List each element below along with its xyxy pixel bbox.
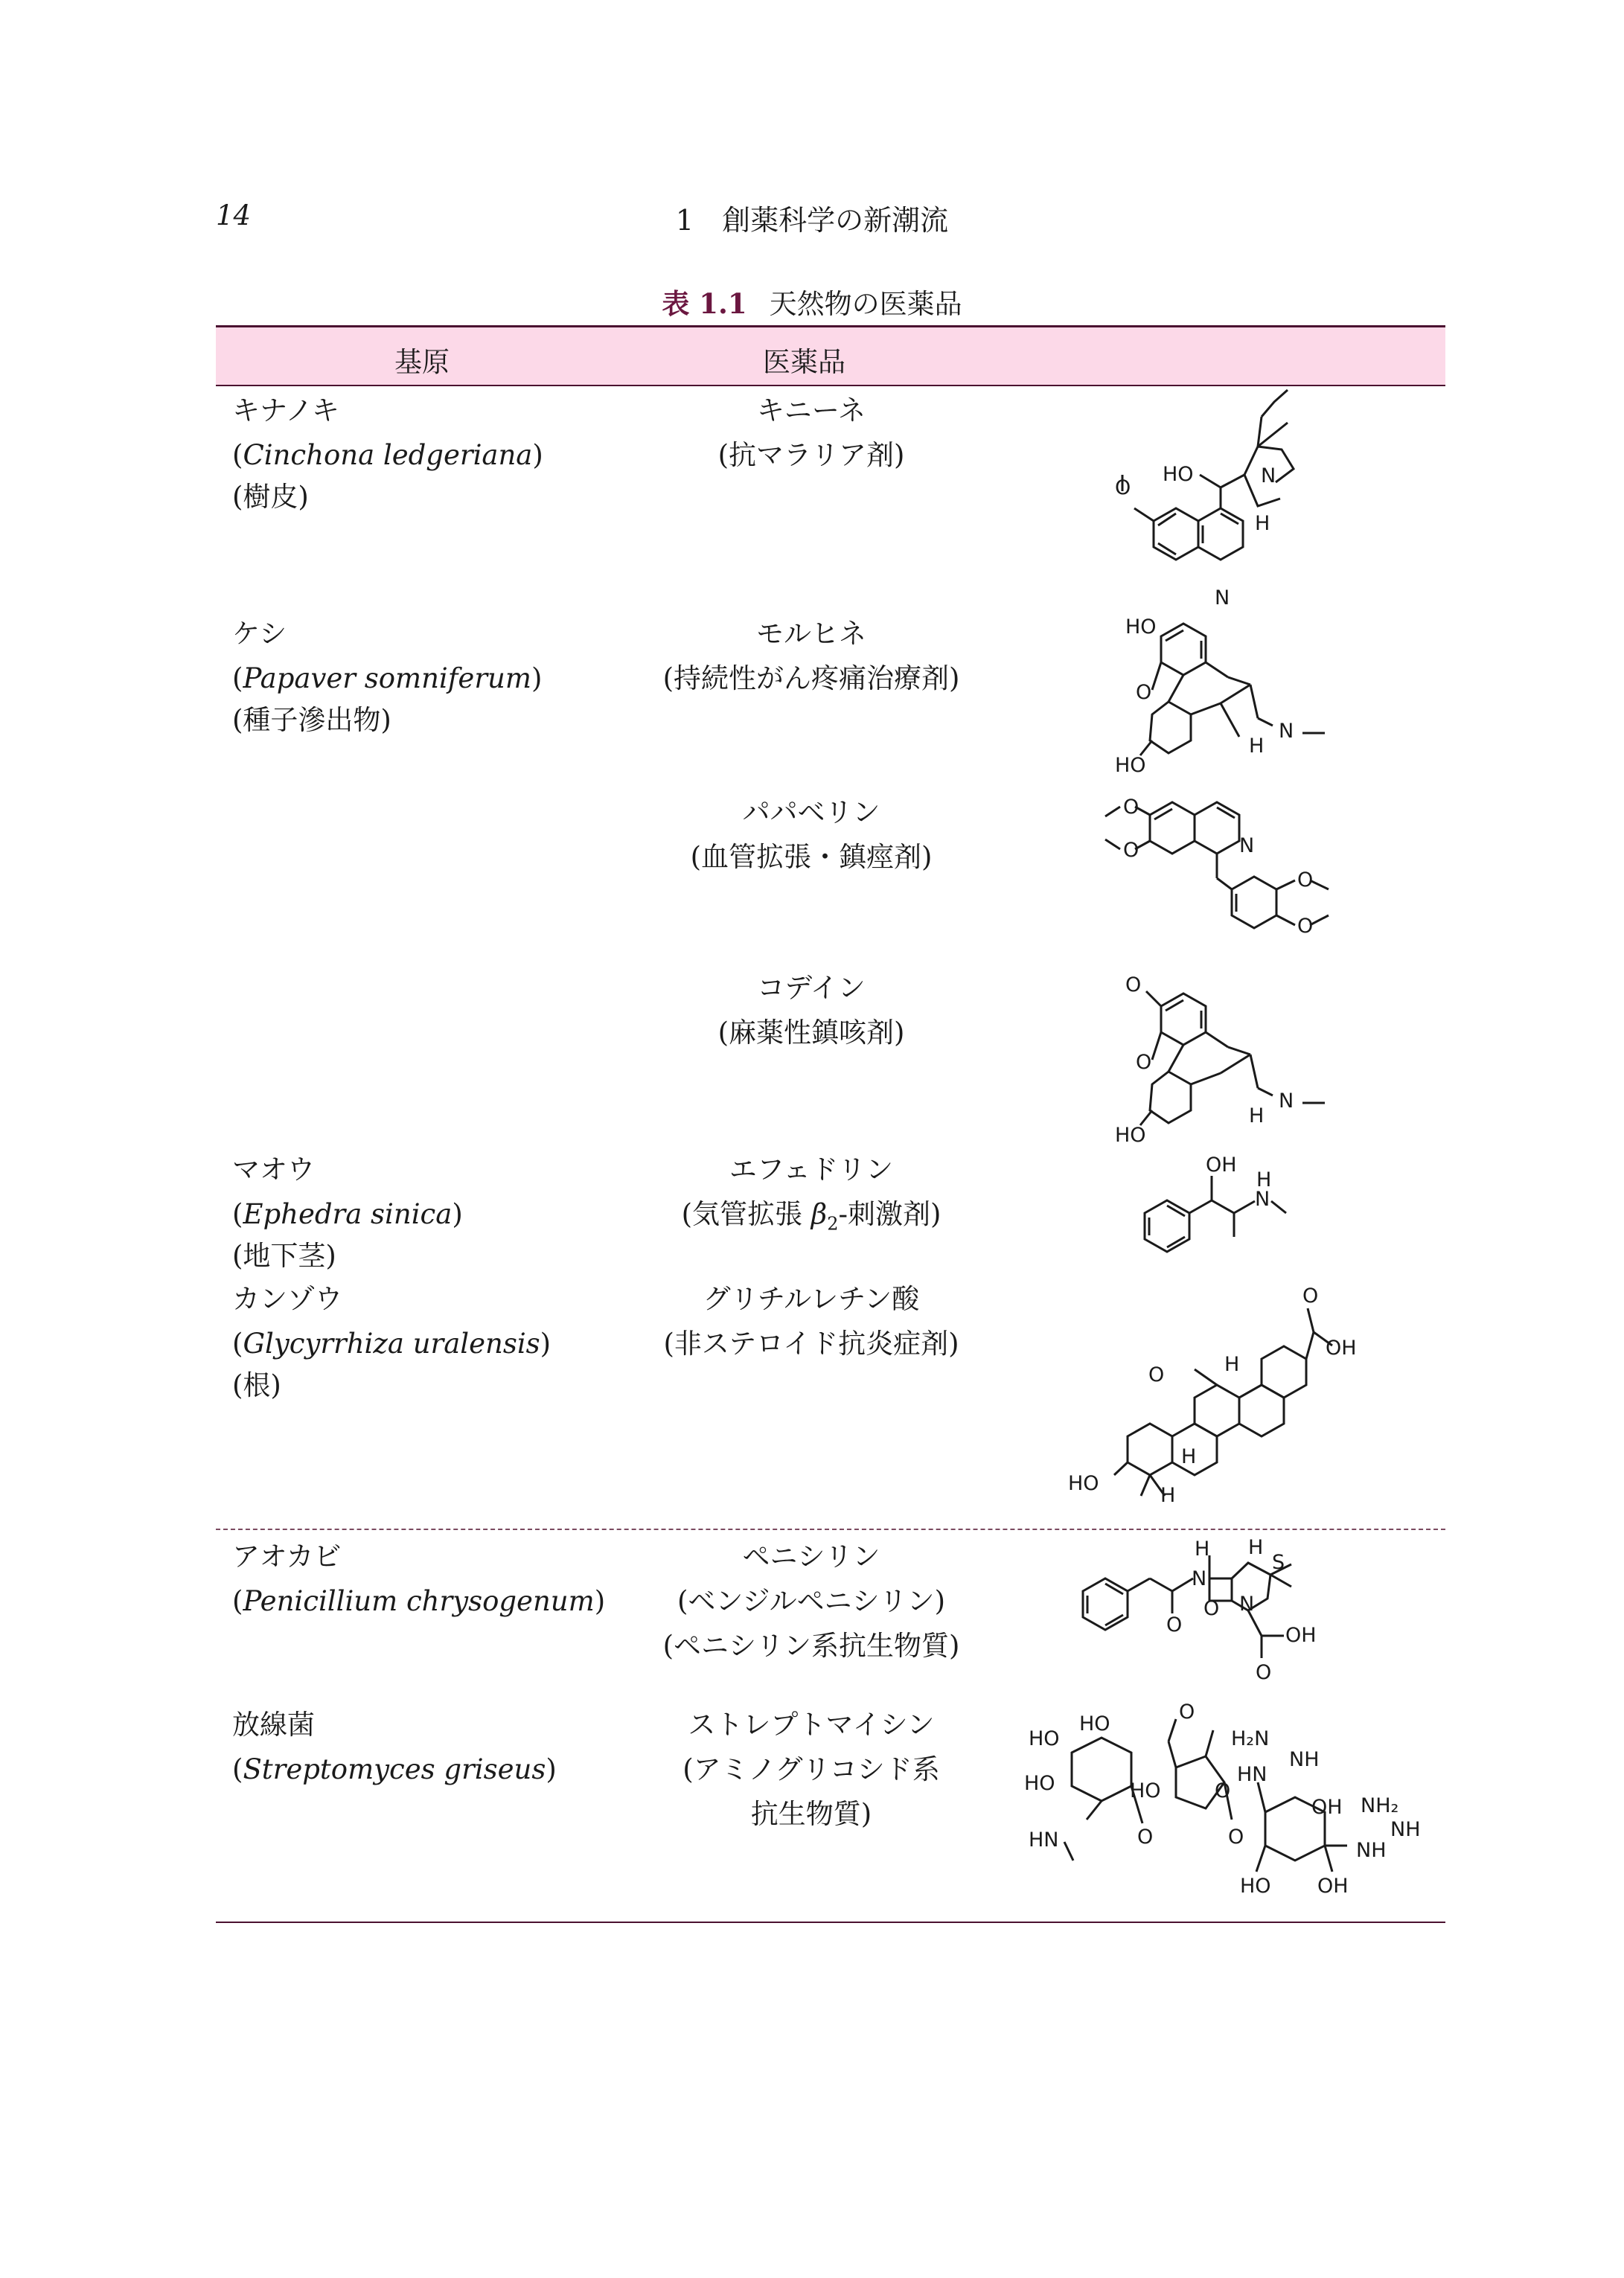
hydrogen-label: H (1256, 1168, 1272, 1191)
ether-o-label: O (1136, 681, 1152, 704)
hydroxyl-label: HO (1163, 463, 1194, 486)
source-scientific-name: (Streptomyces griseus) (232, 1753, 557, 1785)
hydrogen-label: H (1249, 735, 1265, 758)
amine-n-label: N (1279, 720, 1294, 743)
methylamino-label: HN (1029, 1829, 1059, 1852)
methoxy-label-2: O (1123, 839, 1139, 862)
quinoline-n-label: N (1215, 586, 1230, 610)
drug-use: (アミノグリコシド系 (682, 1753, 940, 1785)
amine-n-label: N (1261, 464, 1276, 487)
source-name: 放線菌 (232, 1709, 315, 1741)
drug-name: ストレプトマイシン (688, 1709, 935, 1741)
hydroxyl-label-5: OH (1311, 1796, 1343, 1819)
methoxy-label-3: O (1297, 868, 1314, 892)
streptomycin-structure (1020, 1700, 1436, 1916)
running-header (0, 197, 1624, 238)
source-name: アオカビ (232, 1540, 342, 1572)
hydroxyl-label-3: HO (1024, 1772, 1055, 1795)
methoxy-o-label: O (1125, 973, 1142, 996)
amine-n-label: N (1279, 1090, 1294, 1113)
sulfur-label: S (1272, 1551, 1285, 1574)
source-name: キナノキ (232, 394, 339, 426)
hydrogen-label: H (1249, 1104, 1265, 1127)
hydrogen-label: H (1248, 1536, 1264, 1559)
table-caption (0, 281, 1624, 321)
amide-o-label: O (1166, 1613, 1183, 1636)
drug-use: (非ステロイド抗炎症剤) (663, 1328, 959, 1360)
ring-n-label: N (1239, 1593, 1255, 1616)
amine-n-label: N (1255, 1188, 1270, 1211)
source-name: マオウ (232, 1154, 315, 1186)
hydrogen-label: H (1255, 512, 1270, 535)
table-bottom-rule (216, 1922, 1445, 1923)
column-header-drug: 医薬品 (763, 346, 845, 378)
acid-oh-label: OH (1326, 1337, 1357, 1360)
ketone-o-label: O (1148, 1363, 1165, 1386)
drug-name: ペニシリン (742, 1540, 880, 1572)
imino-label-2: NH (1390, 1818, 1421, 1841)
hydroxyl-label-6: HO (1240, 1875, 1271, 1898)
methoxy-label: O (1123, 796, 1139, 819)
drug-name: パパベリン (742, 796, 880, 828)
papaverine-structure (1090, 796, 1343, 956)
section-divider (216, 1529, 1445, 1530)
source-scientific-name: (Ephedra sinica) (232, 1198, 463, 1230)
hydroxyl-label-2: HO (1115, 754, 1146, 777)
carboxyl-o-label: O (1256, 1661, 1272, 1684)
drug-name: キニーネ (756, 394, 866, 426)
table-title: 天然物の医薬品 (769, 288, 962, 320)
glycyrrhetinic-acid-structure (1061, 1284, 1373, 1511)
drug-use: (抗マラリア剤) (717, 439, 905, 471)
isoquinoline-n-label: N (1239, 834, 1255, 857)
lactam-o-label: O (1203, 1597, 1220, 1620)
drug-name: モルヒネ (756, 618, 866, 650)
drug-name: エフェドリン (729, 1154, 894, 1186)
codeine-structure (1109, 973, 1325, 1155)
chapter-number: 1 (675, 204, 694, 237)
hydrogen-label-2: H (1181, 1445, 1197, 1468)
ether-o-label: O (1136, 1051, 1152, 1074)
guanidino-n-label: HN (1237, 1763, 1267, 1786)
source-part: (地下茎) (232, 1240, 336, 1272)
amide-n-label: N (1192, 1567, 1207, 1590)
source-scientific-name: (Cinchona ledgeriana) (232, 439, 543, 471)
quinine-structure (1109, 394, 1302, 610)
hydroxyl-label: HO (1115, 1124, 1146, 1147)
drug-use: (麻薬性鎮咳剤) (717, 1017, 905, 1049)
table-header-rule (216, 385, 1445, 386)
methoxy-label-4: O (1297, 915, 1314, 938)
source-part: (種子滲出物) (232, 704, 391, 736)
hydroxyl-label: HO (1068, 1472, 1099, 1495)
drug-use: (ベンジルペニシリン) (677, 1585, 946, 1617)
source-name: ケシ (232, 618, 287, 650)
methoxy-label: O (1115, 476, 1131, 499)
carbonyl-o-label: O (1302, 1284, 1319, 1308)
source-scientific-name: (Glycyrrhiza uralensis) (232, 1328, 552, 1360)
hydrogen-label-3: H (1160, 1484, 1176, 1507)
page-number: 14 (216, 199, 252, 231)
drug-use: (気管拡張 $\beta_2-$刺激剤) (681, 1198, 942, 1235)
table-label: 表 1.1 (662, 287, 747, 320)
drug-name: グリチルレチン酸 (703, 1283, 920, 1315)
amide-h-label: H (1195, 1538, 1210, 1561)
source-part: (樹皮) (232, 481, 309, 513)
drug-name: コデイン (757, 972, 866, 1004)
hydroxyl-label-2: HO (1079, 1712, 1110, 1735)
guanidino-n-label-2: NH (1356, 1839, 1387, 1862)
hydroxyl-label-7: OH (1317, 1875, 1349, 1898)
drug-use-class: (ペニシリン系抗生物質) (662, 1630, 960, 1662)
source-scientific-name: (Papaver somniferum) (232, 662, 543, 694)
amino-label-2: NH₂ (1361, 1794, 1399, 1817)
penicillin-structure (1075, 1533, 1329, 1682)
ring-o-label: O (1215, 1779, 1231, 1802)
source-scientific-name: (Penicillium chrysogenum) (232, 1585, 606, 1617)
aldehyde-o-label: O (1179, 1700, 1195, 1724)
drug-use: (血管拡張・鎮痙剤) (690, 841, 933, 873)
amino-label: H₂N (1231, 1727, 1270, 1750)
hydroxyl-label-4: HO (1130, 1779, 1161, 1802)
drug-use: (持続性がん疼痛治療剤) (662, 662, 960, 694)
source-part: (根) (232, 1369, 281, 1401)
hydrogen-label: H (1224, 1353, 1240, 1376)
source-name: カンゾウ (232, 1283, 342, 1315)
hydroxyl-label: HO (1125, 615, 1157, 639)
glycoside-o-label-2: O (1228, 1826, 1244, 1849)
ephedrine-structure (1137, 1154, 1286, 1258)
hydroxyl-label: OH (1206, 1154, 1237, 1177)
morphine-structure (1109, 614, 1325, 793)
drug-use-class: 抗生物質) (750, 1798, 872, 1830)
imino-label: NH (1289, 1748, 1320, 1771)
acid-oh-label: OH (1285, 1624, 1317, 1647)
glycoside-o-label: O (1137, 1826, 1154, 1849)
hydroxyl-label: HO (1029, 1727, 1060, 1750)
column-header-source: 基原 (394, 346, 450, 378)
chapter-title: 創薬科学の新潮流 (722, 204, 949, 237)
